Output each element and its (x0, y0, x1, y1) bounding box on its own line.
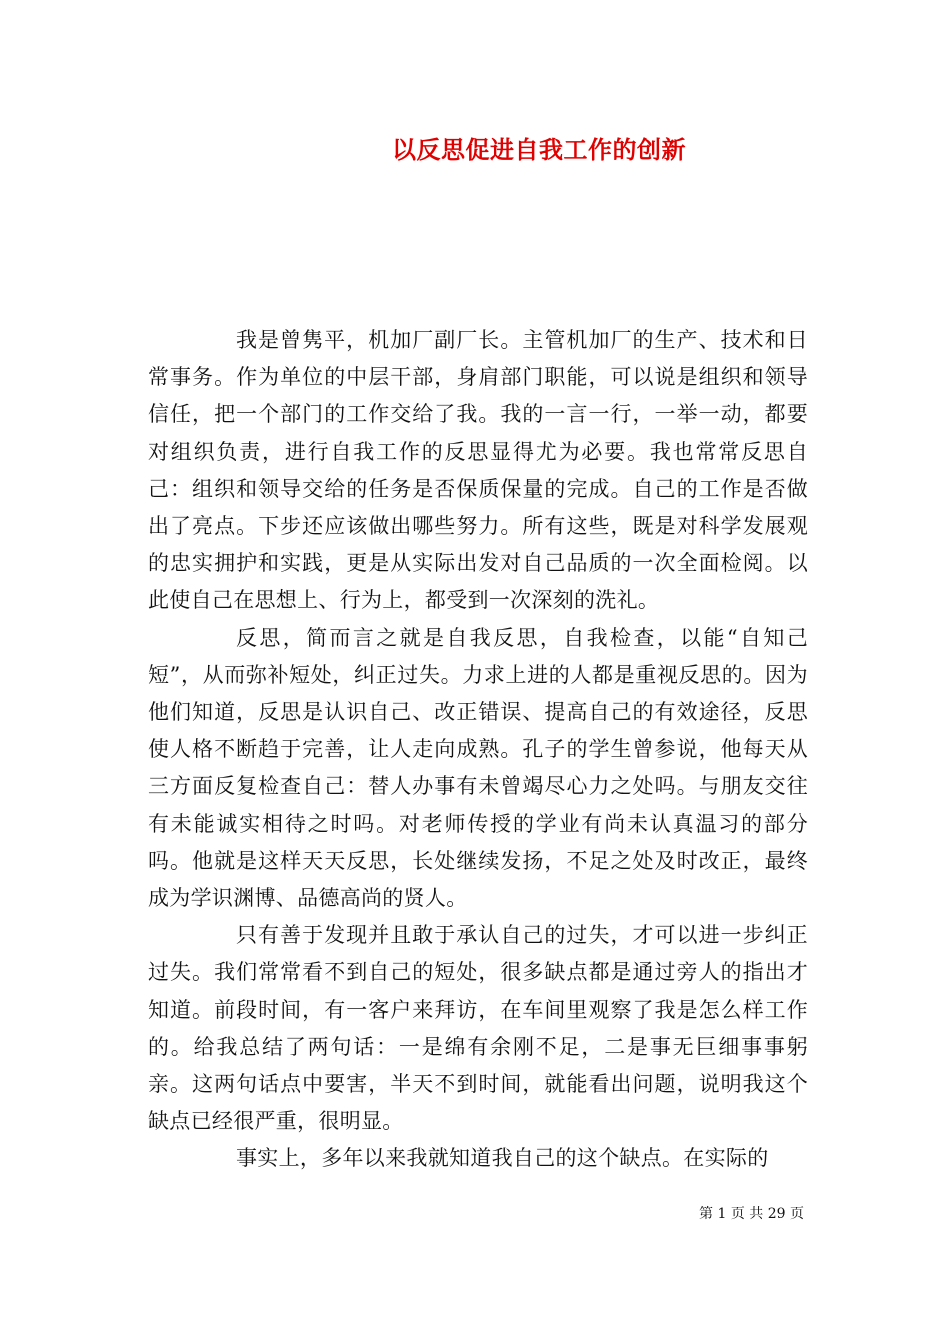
document-body (148, 322, 808, 1178)
paragraph-3: 只有善于发现并且敢于承认自己的过失，才可以进一步纠正过失。我们常常看不到自己的短处，很多缺点都是通过旁人的指出才知道。前段时间，有一客户来拜访，在车间里观察了我是怎么样工作的。给我总结了两句话：一是绵有余刚不足，二是事无巨细事事躬亲。这两句话点中要害，半天不到时间，就能看出问题，说明我这个缺点已经很严重，很明显。 (148, 923, 808, 1134)
paragraph-1: 我是曾隽平，机加厂副厂长。主管机加厂的生产、技术和日常事务。作为单位的中层干部，身肩部门职能，可以说是组织和领导信任，把一个部门的工作交给了我。我的一言一行，一举一动，都要对组织负责，进行自我工作的反思显得尤为必要。我也常常反思自己：组织和领导交给的任务是否保质保量的完成。自己的工作是否做出了亮点。下步还应该做出哪些努力。所有这些，既是对科学发展观的忠实拥护和实践，更是从实际出发对自己品质的一次全面检阅。以此使自己在思想上、行为上，都受到一次深刻的洗礼。 (148, 328, 808, 613)
paragraph-4: 事实上，多年以来我就知道我自己的这个缺点。在实际的 (236, 1146, 769, 1171)
document-title: 以反思促进自我工作的创新 (392, 135, 686, 164)
page-number-footer: 第 1 页 共 29 页 (699, 1206, 804, 1222)
paragraph-2: 反思，简而言之就是自我反思，自我检查，以能“自知己短”，从而弥补短处，纠正过失。力求上进的人都是重视反思的。因为他们知道，反思是认识自己、改正错误、提高自己的有效途径，反思使人格不断趋于完善，让人走向成熟。孔子的学生曾参说，他每天从三方面反复检查自己：替人办事有未曾竭尽心力之处吗。与朋友交往有未能诚实相待之时吗。对老师传授的学业有尚未认真温习的部分吗。他就是这样天天反思，长处继续发扬，不足之处及时改正，最终成为学识渊博、品德高尚的贤人。 (148, 625, 808, 911)
